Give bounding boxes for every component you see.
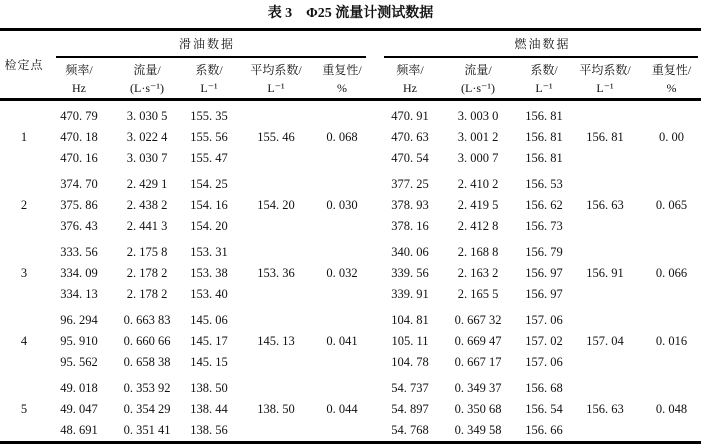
- point-group: [0, 373, 701, 441]
- cell-fuel-flow: 0. 669 47: [454, 334, 502, 348]
- cell-fuel-flow: 2. 165 5: [457, 287, 499, 301]
- cell-fuel-flow: 2. 163 2: [457, 266, 499, 280]
- cell-fuel-freq: 54. 897: [391, 402, 429, 416]
- cell-fuel-coef: 156. 97: [525, 287, 563, 301]
- cell-oil-coef: 145. 06: [190, 313, 228, 327]
- cell-oil-freq: 49. 047: [60, 402, 98, 416]
- point-group: [0, 101, 701, 169]
- point-group: [0, 237, 701, 305]
- cell-fuel-freq: 378. 16: [391, 219, 429, 233]
- group-header-oil: 滑油数据: [178, 37, 235, 51]
- cell-oil-flow: 2. 175 8: [126, 245, 168, 259]
- cell-oil-freq: 470. 79: [60, 109, 98, 123]
- cell-fuel-coef: 157. 02: [525, 334, 563, 348]
- cell-oil-flow: 0. 354 29: [123, 402, 171, 416]
- cell-fuel-rep: 0. 065: [655, 198, 688, 212]
- cell-oil-coef: 155. 47: [190, 151, 228, 165]
- cell-oil-coef: 153. 31: [190, 245, 228, 259]
- cell-oil-freq: 470. 16: [60, 151, 98, 165]
- cell-oil-coef: 154. 20: [190, 219, 228, 233]
- col-header-oil-coefficient: 系数/ L⁻¹: [195, 63, 223, 95]
- cell-fuel-flow: 0. 667 32: [454, 313, 502, 327]
- cell-oil-flow: 0. 663 83: [123, 313, 171, 327]
- cell-fuel-flow: 0. 350 68: [454, 402, 502, 416]
- cell-fuel-freq: 104. 78: [391, 355, 429, 369]
- col-header-oil-repeatability: 重复性/ %: [322, 63, 362, 95]
- cell-oil-rep: 0. 068: [326, 130, 358, 144]
- cell-oil-flow: 0. 353 92: [123, 381, 171, 395]
- cell-fuel-rep: 0. 048: [655, 402, 688, 416]
- cell-oil-freq: 48. 691: [60, 423, 98, 437]
- data-table: [0, 28, 701, 444]
- cell-oil-freq: 334. 13: [60, 287, 98, 301]
- point-label: 1: [20, 130, 28, 144]
- cell-oil-freq: 374. 70: [60, 177, 98, 191]
- cell-oil-coef: 153. 38: [190, 266, 228, 280]
- cell-oil-freq: 376. 43: [60, 219, 98, 233]
- cell-oil-freq: 333. 56: [60, 245, 98, 259]
- cell-fuel-flow: 3. 001 2: [457, 130, 499, 144]
- cell-fuel-rep: 0. 00: [659, 130, 684, 144]
- cell-oil-flow: 3. 022 4: [126, 130, 168, 144]
- col-header-fuel-repeatability: 重复性/ %: [651, 63, 692, 95]
- col-header-oil-frequency: 频率/ Hz: [65, 63, 93, 95]
- cell-oil-avg: 154. 20: [257, 198, 295, 212]
- table-header: [0, 31, 701, 101]
- col-header-fuel-avg-coefficient: 平均系数/ L⁻¹: [579, 63, 631, 95]
- cell-fuel-coef: 157. 06: [525, 355, 563, 369]
- cell-oil-flow: 2. 178 2: [126, 287, 168, 301]
- cell-oil-flow: 3. 030 7: [126, 151, 168, 165]
- cell-oil-coef: 153. 40: [190, 287, 228, 301]
- cell-oil-freq: 375. 86: [60, 198, 98, 212]
- col-header-oil-avg-coefficient: 平均系数/ L⁻¹: [250, 63, 302, 95]
- cell-oil-coef: 138. 50: [190, 381, 228, 395]
- cell-oil-freq: 470. 18: [60, 130, 98, 144]
- cell-fuel-coef: 156. 81: [525, 109, 563, 123]
- col-header-oil-flow: 流量/ (L·s⁻¹): [130, 63, 164, 95]
- cell-oil-freq: 95. 562: [60, 355, 98, 369]
- cell-fuel-flow: 0. 349 58: [454, 423, 502, 437]
- cell-oil-rep: 0. 044: [326, 402, 358, 416]
- cell-fuel-freq: 470. 91: [391, 109, 429, 123]
- cell-oil-rep: 0. 032: [326, 266, 358, 280]
- cell-fuel-freq: 339. 91: [391, 287, 429, 301]
- cell-fuel-flow: 2. 419 5: [457, 198, 499, 212]
- cell-fuel-avg: 156. 91: [586, 266, 624, 280]
- cell-oil-flow: 2. 438 2: [126, 198, 168, 212]
- point-group: [0, 305, 701, 373]
- cell-oil-coef: 145. 17: [190, 334, 228, 348]
- point-label: 2: [20, 198, 28, 212]
- cell-fuel-freq: 470. 63: [391, 130, 429, 144]
- cell-fuel-avg: 156. 63: [586, 198, 624, 212]
- cell-oil-flow: 3. 030 5: [126, 109, 168, 123]
- cell-oil-avg: 138. 50: [257, 402, 295, 416]
- cell-oil-coef: 154. 16: [190, 198, 228, 212]
- cell-fuel-freq: 54. 737: [391, 381, 429, 395]
- cell-oil-freq: 49. 018: [60, 381, 98, 395]
- cell-oil-coef: 155. 56: [190, 130, 228, 144]
- cell-fuel-avg: 156. 63: [586, 402, 624, 416]
- cell-oil-coef: 138. 56: [190, 423, 228, 437]
- cell-oil-flow: 0. 660 66: [123, 334, 171, 348]
- cell-oil-coef: 145. 15: [190, 355, 228, 369]
- cell-fuel-coef: 156. 81: [525, 151, 563, 165]
- cell-fuel-freq: 104. 81: [391, 313, 429, 327]
- group-header-fuel: 燃油数据: [514, 37, 571, 51]
- cell-fuel-flow: 3. 003 0: [457, 109, 499, 123]
- cell-oil-coef: 138. 44: [190, 402, 228, 416]
- cell-oil-freq: 95. 910: [60, 334, 98, 348]
- cell-fuel-flow: 2. 412 8: [457, 219, 499, 233]
- cell-fuel-rep: 0. 066: [655, 266, 688, 280]
- cell-oil-freq: 334. 09: [60, 266, 98, 280]
- table-body: [0, 101, 701, 441]
- point-group: [0, 169, 701, 237]
- point-label: 5: [20, 402, 28, 416]
- cell-fuel-freq: 339. 56: [391, 266, 429, 280]
- cell-fuel-coef: 156. 66: [525, 423, 563, 437]
- cell-fuel-freq: 378. 93: [391, 198, 429, 212]
- cell-fuel-freq: 54. 768: [391, 423, 429, 437]
- cell-oil-flow: 2. 178 2: [126, 266, 168, 280]
- cell-oil-coef: 154. 25: [190, 177, 228, 191]
- cell-oil-avg: 155. 46: [257, 130, 295, 144]
- cell-fuel-freq: 105. 11: [391, 334, 429, 348]
- cell-fuel-freq: 340. 06: [391, 245, 429, 259]
- col-header-fuel-frequency: 频率/ Hz: [396, 63, 424, 95]
- cell-fuel-coef: 156. 73: [525, 219, 563, 233]
- cell-oil-coef: 155. 35: [190, 109, 228, 123]
- cell-fuel-coef: 156. 62: [525, 198, 563, 212]
- cell-oil-rep: 0. 041: [326, 334, 358, 348]
- cell-fuel-flow: 2. 168 8: [457, 245, 499, 259]
- cell-fuel-coef: 156. 79: [525, 245, 563, 259]
- cell-oil-flow: 2. 441 3: [126, 219, 168, 233]
- cell-fuel-coef: 156. 54: [525, 402, 563, 416]
- table-caption: 表 3 Φ25 流量计测试数据: [267, 6, 434, 21]
- cell-fuel-coef: 156. 81: [525, 130, 563, 144]
- col-header-fuel-coefficient: 系数/ L⁻¹: [530, 63, 558, 95]
- cell-fuel-flow: 0. 667 17: [454, 355, 502, 369]
- cell-fuel-coef: 156. 68: [525, 381, 563, 395]
- cell-fuel-flow: 3. 000 7: [457, 151, 499, 165]
- cell-fuel-flow: 2. 410 2: [457, 177, 499, 191]
- cell-oil-avg: 153. 36: [257, 266, 295, 280]
- cell-oil-avg: 145. 13: [257, 334, 295, 348]
- cell-fuel-coef: 157. 06: [525, 313, 563, 327]
- cell-oil-rep: 0. 030: [326, 198, 358, 212]
- cell-oil-freq: 96. 294: [60, 313, 98, 327]
- cell-fuel-freq: 377. 25: [391, 177, 429, 191]
- cell-oil-flow: 0. 351 41: [123, 423, 171, 437]
- cell-fuel-flow: 0. 349 37: [454, 381, 502, 395]
- cell-fuel-rep: 0. 016: [655, 334, 688, 348]
- point-label: 3: [20, 266, 28, 280]
- cell-fuel-coef: 156. 53: [525, 177, 563, 191]
- cell-fuel-avg: 156. 81: [586, 130, 624, 144]
- cell-fuel-freq: 470. 54: [391, 151, 429, 165]
- cell-oil-flow: 2. 429 1: [126, 177, 168, 191]
- cell-fuel-coef: 156. 97: [525, 266, 563, 280]
- corner-header-point: 检定点: [4, 58, 44, 72]
- cell-oil-flow: 0. 658 38: [123, 355, 171, 369]
- col-header-fuel-flow: 流量/ (L·s⁻¹): [461, 63, 495, 95]
- cell-fuel-avg: 157. 04: [586, 334, 624, 348]
- point-label: 4: [20, 334, 28, 348]
